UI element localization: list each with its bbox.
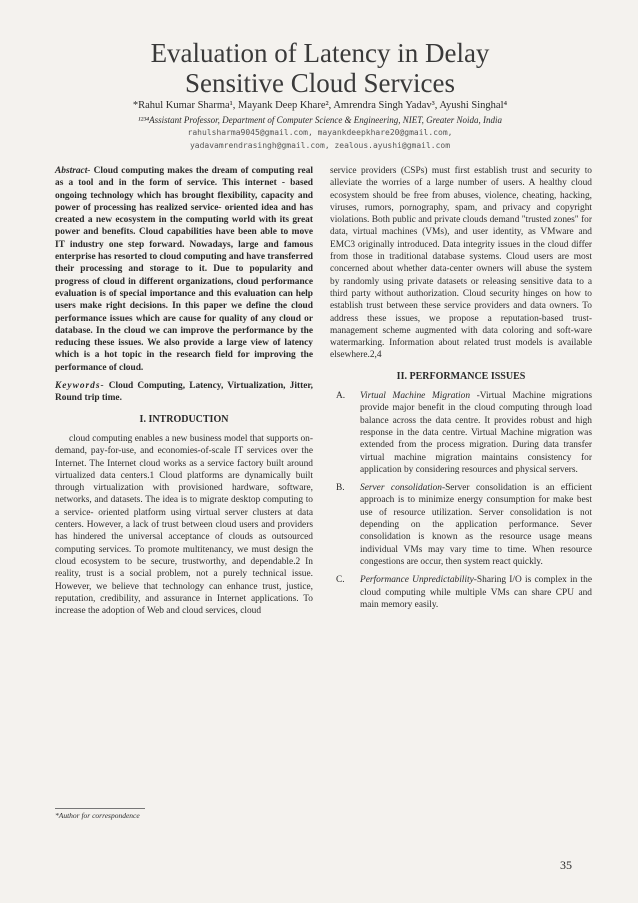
footnote: *Author for correspondence — [55, 811, 140, 820]
list-marker: A. — [336, 391, 346, 402]
introduction-continued-paragraph: service providers (CSPs) must first establish trust and security to alleviate the worries of a large number of users. A healthy cloud ecosystem should be free from abuses, violence, cheating, hacking, viruses, rumors, pornography, spam, and privacy and copyright violations. Both public and private clouds demand "trusted zones" for data, virtual machines (VMs), and user identity, as VMware and EMC3 originally introduced. Data integrity issues in the cloud differ from those in traditional database systems. Cloud users are most concerned about whether data-center owners will abuse the system by randomly using private datasets or releasing sensitive data to a third party without authorization. Cloud security hinges on how to establish trust between these service providers and data owners. To address these issues, we propose a reputation-based trust-management scheme augmented with data coloring and soft-ware watermarking. Information about related trust models is available elsewhere.2,4 — [330, 166, 592, 361]
introduction-paragraph: cloud computing enables a new business model that supports on-demand, pay-for-use, and economies-of-scale IT services over the Internet. The Internet cloud works as a service factory built around virtualized data centers.1 Cloud platforms are dynamically built through virtualization with provisioned hardware, software, networks, and datasets. The idea is to migrate desktop computing to a service- oriented platform using virtual server clusters at data centers. However, a lack of trust between cloud users and providers has hindered the universal acceptance of clouds as outsourced computing services. To promote multitenancy, we must design the cloud ecosystem to be secure, trustworthy, and dependable.2 In reality, trust is a social problem, not a purely technical issue. However, we believe that technology can enhance trust, justice, reputation, credibility, and assurance in Internet applications. To increase the adoption of Web and cloud services, cloud — [55, 433, 313, 617]
title-line-1: Evaluation of Latency in Delay — [150, 38, 490, 68]
list-item-title: Performance Unpredictability — [360, 575, 474, 586]
list-marker: C. — [336, 575, 345, 586]
author-list: *Rahul Kumar Sharma¹, Mayank Deep Khare², Amrendra Singh Yadav³, Ayushi Singhal⁴ — [132, 100, 508, 111]
footnote-divider — [55, 808, 145, 809]
page-number: 35 — [560, 858, 572, 872]
list-item-text: -Sharing I/O is complex in the cloud computing while multiple VMs can share CPU and main memory easily. — [360, 575, 592, 610]
email-line-1: rahulsharma9045@gmail.com, mayankdeepkhare20@gmail.com, — [187, 128, 453, 137]
right-column — [330, 165, 592, 617]
list-item — [330, 482, 592, 568]
list-item — [330, 574, 592, 611]
list-item-title: Virtual Machine Migration — [360, 391, 471, 402]
performance-issues-list — [330, 390, 592, 611]
list-item-text: -Virtual Machine migrations provide major benefit in the cloud computing through load balance across the data centre. It provides robust and high response in the data centre. Virtual Machine migration was extended from the process migration. During data transfer virtual machine migration maintains consistency for application by considering resources and physical servers. — [360, 391, 592, 475]
list-item — [330, 390, 592, 476]
left-column — [55, 165, 313, 617]
author-emails — [60, 126, 580, 152]
abstract-label: Abstract- — [55, 166, 91, 176]
abstract-text: Cloud computing makes the dream of computing real as a tool and in the form of service. This internet - based ongoing technology which has brought flexibility, capacity and power of processing has realized service- oriented idea and has created a new ecosystem in the computing world with its great power and benefits. Cloud capabilities have been able to move IT industry one step forward. Nowadays, large and famous enterprise has resorted to cloud computing and have transferred their processing and storage to it. Due to popularity and progress of cloud in different organizations, cloud performance evaluation is of special importance and this evaluation can help users make right decisions. In this paper we define the cloud performance issues which are cause for quality of any cloud or database. In the cloud we can improve the performance by the reducing these issues. We also provide a large view of latency which is a hot topic in the research field for improving the performance of cloud. — [55, 166, 314, 373]
abstract — [55, 165, 313, 374]
paper-title — [60, 38, 580, 98]
title-line-2: Sensitive Cloud Services — [185, 68, 455, 98]
list-item-text: -Server consolidation is an efficient approach is to minimize energy consumption for make best use of resource utilization. Server consolidation is not depending on the application performance. Sever consolidation is known as the resource usage means individual VMs may vary time to time. When resource congestions are occur, then system react quickly. — [360, 483, 592, 567]
keywords-text: Cloud Computing, Latency, Virtualization, Jitter, Round trip time. — [55, 381, 313, 404]
email-line-2: yadavamrendrasingh@gmail.com, zealous.ayushi@gmail.com — [189, 141, 451, 150]
keywords — [55, 380, 313, 405]
keywords-label: Keywords- — [55, 381, 105, 392]
list-marker: B. — [336, 483, 345, 494]
list-item-title: Server consolidation — [360, 483, 442, 494]
section-heading-introduction: I. INTRODUCTION — [139, 413, 229, 425]
section-heading-performance-issues: II. PERFORMANCE ISSUES — [396, 370, 526, 382]
author-affiliation: ¹²³⁴Assistant Professor, Department of Computer Science & Engineering, NIET, Greater Noida, India — [137, 115, 503, 125]
